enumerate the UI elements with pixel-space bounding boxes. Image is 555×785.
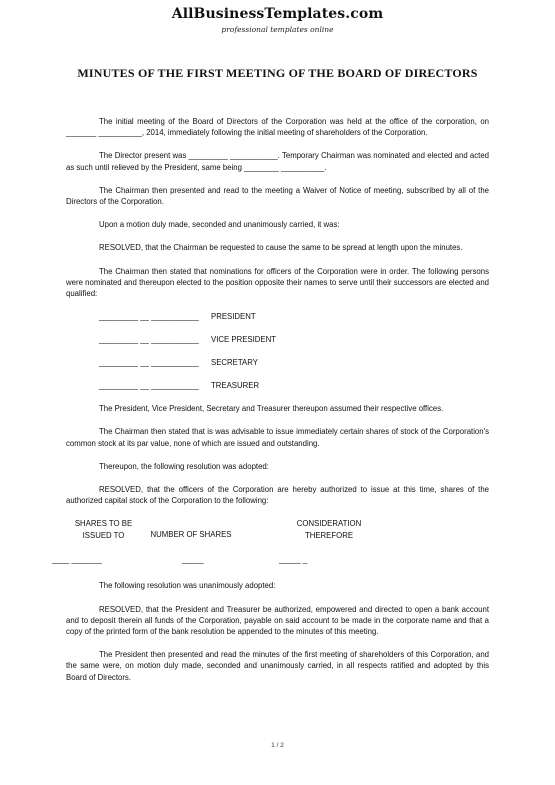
consideration-blank: _____ _ [279, 555, 308, 565]
officer-title: SECRETARY [211, 358, 258, 368]
paragraph: The Chairman then stated that nominations for officers of the Corporation were in order. The following persons were nominated and thereupon elected to the position opposite their names to serve until their successors are elected and qualified: [66, 266, 489, 299]
officer-row [99, 334, 489, 345]
shares-issued-to-header: SHARES TO BE ISSUED TO [74, 519, 133, 540]
officer-title: PRESIDENT [211, 312, 256, 322]
paragraph: The Director present was _________ ___________. Temporary Chairman was nominated and elected and acted as such until relieved by the President, same being ________ __________. [66, 151, 489, 172]
document-title: MINUTES OF THE FIRST MEETING OF THE BOARD OF DIRECTORS [77, 66, 478, 80]
paragraph: RESOLVED, that the Chairman be requested to cause the same to be spread at length upon the minutes. [99, 243, 463, 253]
officer-title: TREASURER [211, 381, 260, 391]
paragraph: The President then presented and read the minutes of the first meeting of shareholders of this Corporation, and the same were, on motion duly made, seconded and unanimously carried, in all respects ratified and adopted by this Board of Directors. [66, 650, 489, 682]
officer-row [99, 357, 489, 368]
officer-list [99, 311, 489, 391]
consideration-header: CONSIDERATION THEREFORE [296, 519, 362, 540]
site-header [0, 6, 555, 34]
paragraph: RESOLVED, that the President and Treasurer be authorized, empowered and directed to open a bank account and to deposit therein all funds of the Corporation, payable on said account to be made in the corporate name and that a copy of the printed form of the bank resolution be appended to the minutes of this meeting. [66, 604, 489, 637]
officer-row [99, 380, 489, 391]
number-of-shares-blank: _____ [182, 555, 204, 565]
brand-logo[interactable]: AllBusinessTemplates.com [171, 6, 384, 22]
officer-title: VICE PRESIDENT [211, 335, 276, 345]
officer-name-blank: _________ __ ___________ [99, 358, 199, 368]
number-of-shares-header: NUMBER OF SHARES [150, 530, 232, 540]
officer-row [99, 311, 489, 322]
paragraph: The Chairman then presented and read to the meeting a Waiver of Notice of meeting, subscribed by all of the Directors of the Corporation. [66, 185, 489, 207]
paragraph: The following resolution was unanimously adopted: [99, 581, 276, 591]
paragraph: Thereupon, the following resolution was adopted: [99, 461, 269, 471]
brand-tagline: professional templates online [221, 25, 334, 34]
paragraph: RESOLVED, that the officers of the Corporation are hereby authorized to issue at this time, shares of the authorized capital stock of the Corporation to the following: [66, 485, 489, 506]
page-number: 1 / 2 [271, 742, 284, 749]
officer-name-blank: _________ __ ___________ [99, 335, 199, 345]
paragraph: The initial meeting of the Board of Directors of the Corporation was held at the office of the corporation, on _______ __________, 2014, immediately following the initial meeting of shareholders of the Corporation. [66, 117, 489, 138]
shares-table-header [66, 518, 489, 544]
officer-name-blank: _________ __ ___________ [99, 381, 199, 391]
document-body [52, 116, 489, 695]
officer-name-blank: _________ __ ___________ [99, 312, 199, 322]
paragraph: The President, Vice President, Secretary and Treasurer thereupon assumed their respective offices. [99, 404, 444, 414]
shares-table-row [52, 554, 489, 568]
paragraph: Upon a motion duly made, seconded and unanimously carried, it was: [99, 220, 340, 230]
issued-to-blank: ____ _______ [52, 555, 102, 565]
paragraph: The Chairman then stated that is was advisable to issue immediately certain shares of stock of the Corporation's common stock at its par value, none of which are issued and outstanding. [66, 427, 489, 448]
